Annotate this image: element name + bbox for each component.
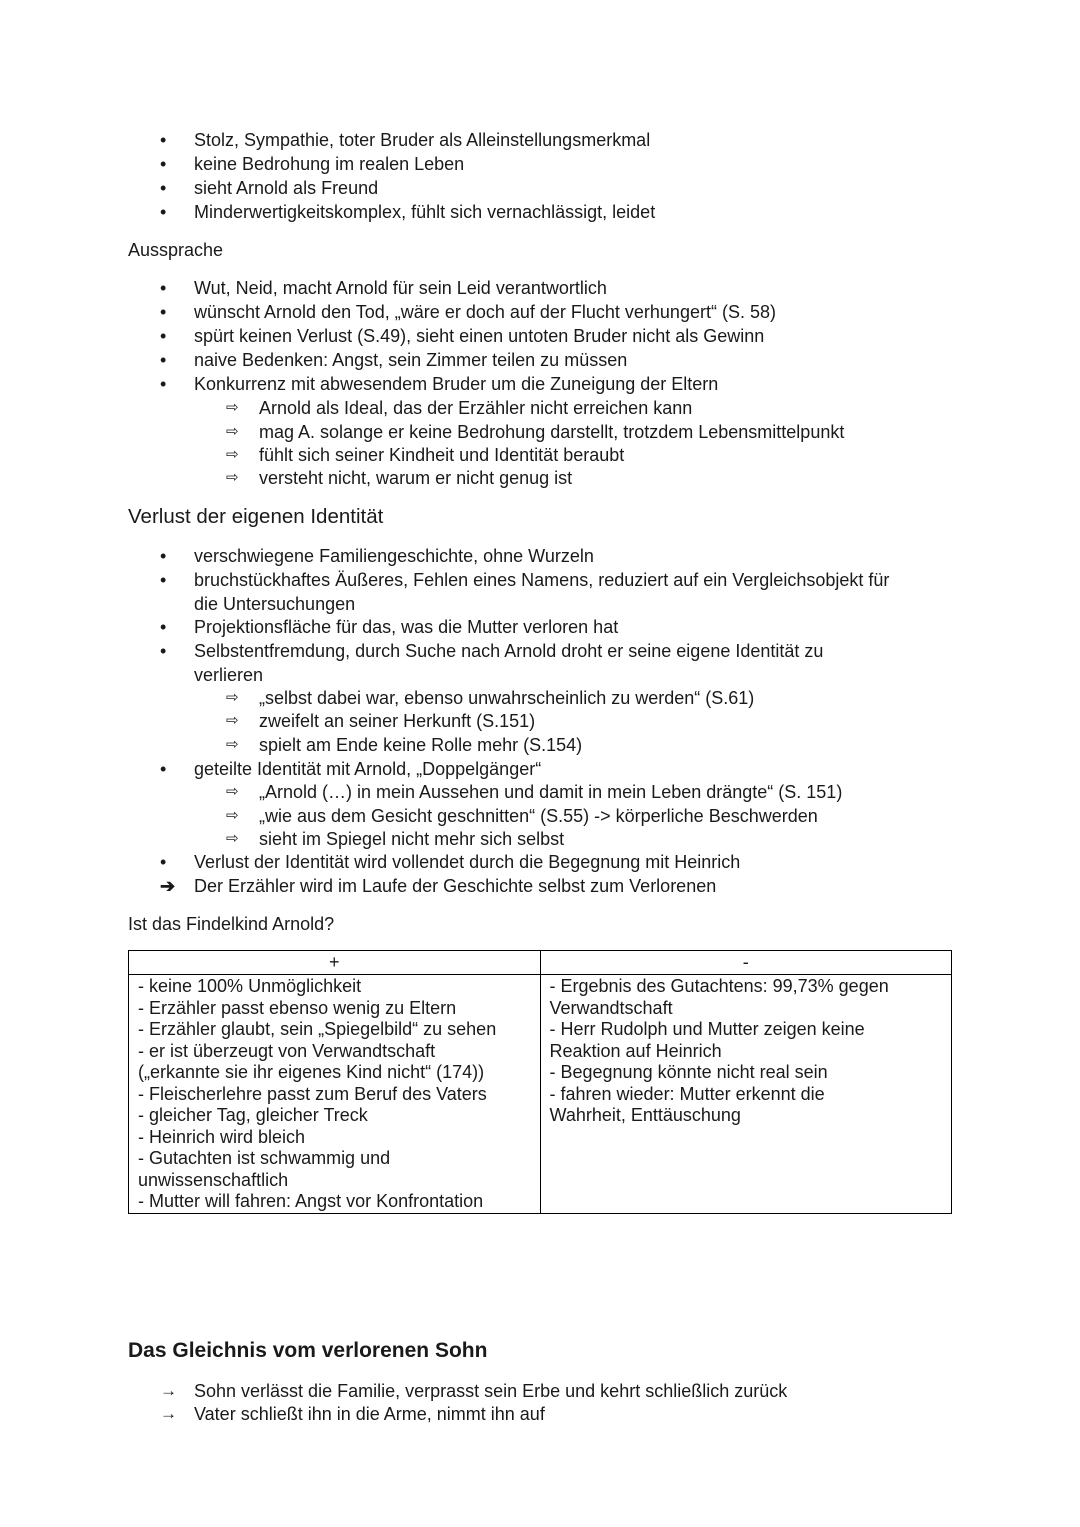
bullet-icon: • [160,641,167,661]
list-item-continuation: die Untersuchungen [194,594,356,614]
list-item: Minderwertigkeitskomplex, fühlt sich vernachlässigt, leidet [194,202,656,222]
table-cell-line: - gleicher Tag, gleicher Treck [138,1105,368,1125]
bullet-icon: • [160,570,167,590]
paragraph-label: Ist das Findelkind Arnold? [128,914,335,934]
bullet-icon: • [160,759,167,779]
section-heading: Verlust der eigenen Identität [128,505,384,528]
table-cell-line: - Heinrich wird bleich [138,1126,306,1147]
table-cell-line: („erkannte sie ihr eigenes Kind nicht“ (174)) [138,1062,485,1082]
minus-cell [540,975,952,1214]
list-item: wünscht Arnold den Tod, „wäre er doch auf der Flucht verhungert“ (S. 58) [194,302,776,322]
table-cell-line: - Erzähler passt ebenso wenig zu Eltern [138,997,457,1018]
list-item: naive Bedenken: Angst, sein Zimmer teilen zu müssen [194,350,628,370]
bullet-icon: • [160,154,167,174]
list-item: Vater schließt ihn in die Arme, nimmt ihn auf [194,1404,545,1424]
plus-cell [129,975,541,1214]
sub-list-item: fühlt sich seiner Kindheit und Identität beraubt [259,445,625,465]
arrow-icon: ⇨ [226,736,239,753]
sub-list-item: „selbst dabei war, ebenso unwahrscheinlich zu werden“ (S.61) [259,688,755,708]
list-item: Wut, Neid, macht Arnold für sein Leid verantwortlich [194,278,607,298]
table-cell-line: Verwandtschaft [549,997,673,1018]
bullet-icon: • [160,278,167,298]
bullet-icon: • [160,617,167,637]
arrow-icon: ⇨ [226,689,239,706]
list-item: Verlust der Identität wird vollendet durch die Begegnung mit Heinrich [194,852,741,872]
list-item: geteilte Identität mit Arnold, „Doppelgänger“ [194,759,542,779]
list-item: Stolz, Sympathie, toter Bruder als Alleinstellungsmerkmal [194,130,651,150]
bullet-icon: • [160,130,167,150]
conclusion-item: Der Erzähler wird im Laufe der Geschichte selbst zum Verlorenen [194,876,717,896]
bullet-icon: • [160,546,167,566]
table-cell-line: unwissenschaftlich [138,1169,289,1190]
section-title: Das Gleichnis vom verlorenen Sohn [128,1339,488,1362]
table-cell-line: - Gutachten ist schwammig und [138,1148,391,1168]
arrow-icon: ⇨ [226,783,239,800]
table-cell-line: - Herr Rudolph und Mutter zeigen keine [549,1019,865,1039]
sub-list-item: Arnold als Ideal, das der Erzähler nicht erreichen kann [259,398,693,418]
list-item: Projektionsfläche für das, was die Mutter verloren hat [194,617,619,637]
bullet-icon: • [160,374,167,394]
bullet-icon: • [160,178,167,198]
arrow-icon: ⇨ [226,712,239,729]
paragraph-label: Aussprache [128,240,224,260]
list-item: Selbstentfremdung, durch Suche nach Arnold droht er seine eigene Identität zu [194,641,824,661]
sub-list-item: „wie aus dem Gesicht geschnitten“ (S.55) -> körperliche Beschwerden [259,806,818,826]
bullet-icon: • [160,852,167,872]
list-item: Sohn verlässt die Familie, verprasst sein Erbe und kehrt schließlich zurück [194,1381,788,1401]
table-cell-line: - er ist überzeugt von Verwandtschaft [138,1040,436,1061]
arrow-icon: ⇨ [226,399,239,416]
arrow-icon: → [160,1404,177,1423]
arrow-icon: ⇨ [226,423,239,440]
list-item: verschwiegene Familiengeschichte, ohne Wurzeln [194,546,594,566]
bullet-icon: • [160,350,167,370]
list-item-continuation: verlieren [194,665,264,685]
table-cell-line: Reaktion auf Heinrich [549,1040,722,1061]
list-item: sieht Arnold als Freund [194,178,379,198]
sub-list-item: zweifelt an seiner Herkunft (S.151) [259,711,536,731]
list-item: spürt keinen Verlust (S.49), sieht einen untoten Bruder nicht als Gewinn [194,326,765,346]
sub-list-item: „Arnold (…) in mein Aussehen und damit in mein Leben drängte“ (S. 151) [259,782,843,802]
table-cell-line: - Fleischerlehre passt zum Beruf des Vaters [138,1083,487,1104]
arrow-icon: ⇨ [226,446,239,463]
sub-list-item: spielt am Ende keine Rolle mehr (S.154) [259,735,583,755]
sub-list-item: mag A. solange er keine Bedrohung darstellt, trotzdem Lebensmittelpunkt [259,422,845,442]
bold-arrow-icon: ➔ [160,876,176,896]
bullet-icon: • [160,202,167,222]
list-item: keine Bedrohung im realen Leben [194,154,465,174]
table-cell-line: - fahren wieder: Mutter erkennt die [549,1083,825,1104]
arrow-icon: ⇨ [226,469,239,486]
arrow-icon: ⇨ [226,830,239,847]
sub-list-item: versteht nicht, warum er nicht genug ist [259,468,573,488]
findelkind-table [128,950,952,1214]
table-cell-line: - Erzähler glaubt, sein „Spiegelbild“ zu sehen [138,1019,497,1039]
list-item: Konkurrenz mit abwesendem Bruder um die Zuneigung der Eltern [194,374,719,394]
arrow-icon: ⇨ [226,807,239,824]
table-cell-line: - Mutter will fahren: Angst vor Konfrontation [138,1191,484,1211]
sub-list-item: sieht im Spiegel nicht mehr sich selbst [259,829,565,849]
bullet-icon: • [160,302,167,322]
table-cell-line: - Begegnung könnte nicht real sein [549,1062,828,1082]
table-header-plus: + [129,951,541,975]
table-cell-line: Wahrheit, Enttäuschung [549,1105,741,1125]
table-cell-line: - keine 100% Unmöglichkeit [138,976,362,996]
list-item: bruchstückhaftes Äußeres, Fehlen eines Namens, reduziert auf ein Vergleichsobjekt für [194,570,890,590]
arrow-icon: → [160,1381,177,1400]
table-header-minus: - [540,951,952,975]
table-cell-line: - Ergebnis des Gutachtens: 99,73% gegen [549,976,889,996]
bullet-icon: • [160,326,167,346]
